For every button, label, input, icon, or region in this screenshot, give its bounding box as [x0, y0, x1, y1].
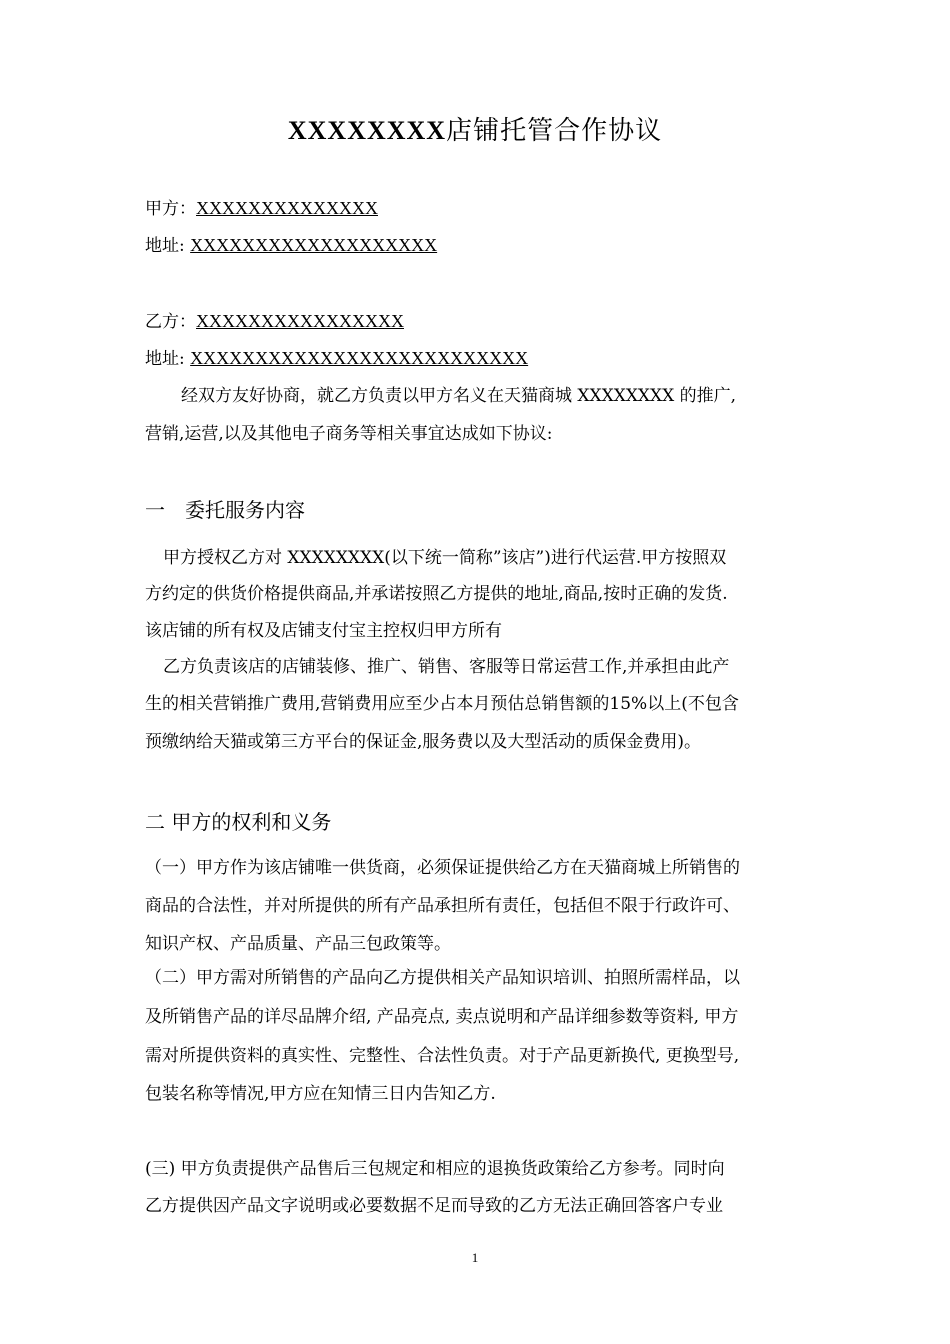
section-2-line: (三) 甲方负责提供产品售后三包规定和相应的退换货政策给乙方参考。同时向 — [145, 1159, 725, 1179]
section-1-heading: 一 委托服务内容 — [145, 498, 305, 522]
section-2-line: 包装名称等情况,甲方应在知情三日内告知乙方. — [145, 1084, 496, 1104]
party-a-name: XXXXXXXXXXXXXX — [196, 198, 378, 218]
party-b-address-line — [145, 347, 815, 370]
party-b-name: XXXXXXXXXXXXXXXX — [196, 311, 404, 331]
party-b-address: XXXXXXXXXXXXXXXXXXXXXXXXXX — [190, 348, 529, 368]
intro-line: 营销,运营,以及其他电子商务等相关事宜达成如下协议: — [145, 424, 553, 444]
party-a-address-label: 地址: — [145, 236, 191, 256]
section-2-line: （二）甲方需对所销售的产品向乙方提供相关产品知识培训、拍照所需样品，以 — [145, 968, 740, 988]
section-2-line: 需对所提供资料的真实性、完整性、合法性负责。对于产品更新换代, 更换型号, — [145, 1046, 740, 1066]
document-title — [0, 113, 950, 149]
section-2-line: 乙方提供因产品文字说明或必要数据不足而导致的乙方无法正确回答客户专业 — [145, 1196, 723, 1216]
section-2-heading: 二 甲方的权利和义务 — [145, 810, 332, 834]
section-1-line: 方约定的供货价格提供商品,并承诺按照乙方提供的地址,商品,按时正确的发货. — [145, 584, 728, 604]
section-1-line: 甲方授权乙方对 XXXXXXXX(以下统一简称”该店”)进行代运营.甲方按照双 — [163, 548, 727, 568]
title-code: XXXXXXXX — [287, 116, 447, 145]
intro-line: 经双方友好协商，就乙方负责以甲方名义在天猫商城 XXXXXXXX 的推广, — [181, 386, 737, 406]
party-a-address: XXXXXXXXXXXXXXXXXXX — [190, 235, 438, 255]
page-number: 1 — [471, 1250, 479, 1265]
party-a-address-line — [145, 234, 815, 257]
title-text: 店铺托管合作协议 — [446, 116, 663, 146]
section-1-line: 该店铺的所有权及店铺支付宝主控权归甲方所有 — [145, 621, 502, 641]
party-b-line — [145, 310, 815, 333]
section-2-line: 知识产权、产品质量、产品三包政策等。 — [145, 934, 451, 954]
section-2-line: 及所销售产品的详尽品牌介绍, 产品亮点, 卖点说明和产品详细参数等资料, 甲方 — [145, 1007, 739, 1027]
section-2-line: 商品的合法性，并对所提供的所有产品承担所有责任，包括但不限于行政许可、 — [145, 896, 740, 916]
section-2-line: （一）甲方作为该店铺唯一供货商，必须保证提供给乙方在天猫商城上所销售的 — [145, 858, 740, 878]
section-1-line: 预缴纳给天猫或第三方平台的保证金,服务费以及大型活动的质保金费用)。 — [145, 732, 702, 752]
section-1-line: 乙方负责该店的店铺装修、推广、销售、客服等日常运营工作,并承担由此产 — [163, 657, 730, 677]
party-b-address-label: 地址: — [145, 349, 191, 369]
party-a-line — [145, 197, 815, 220]
party-b-label: 乙方： — [145, 312, 196, 332]
section-1-line: 生的相关营销推广费用,营销费用应至少占本月预估总销售额的15%以上(不包含 — [145, 694, 739, 714]
party-a-label: 甲方： — [145, 199, 196, 219]
